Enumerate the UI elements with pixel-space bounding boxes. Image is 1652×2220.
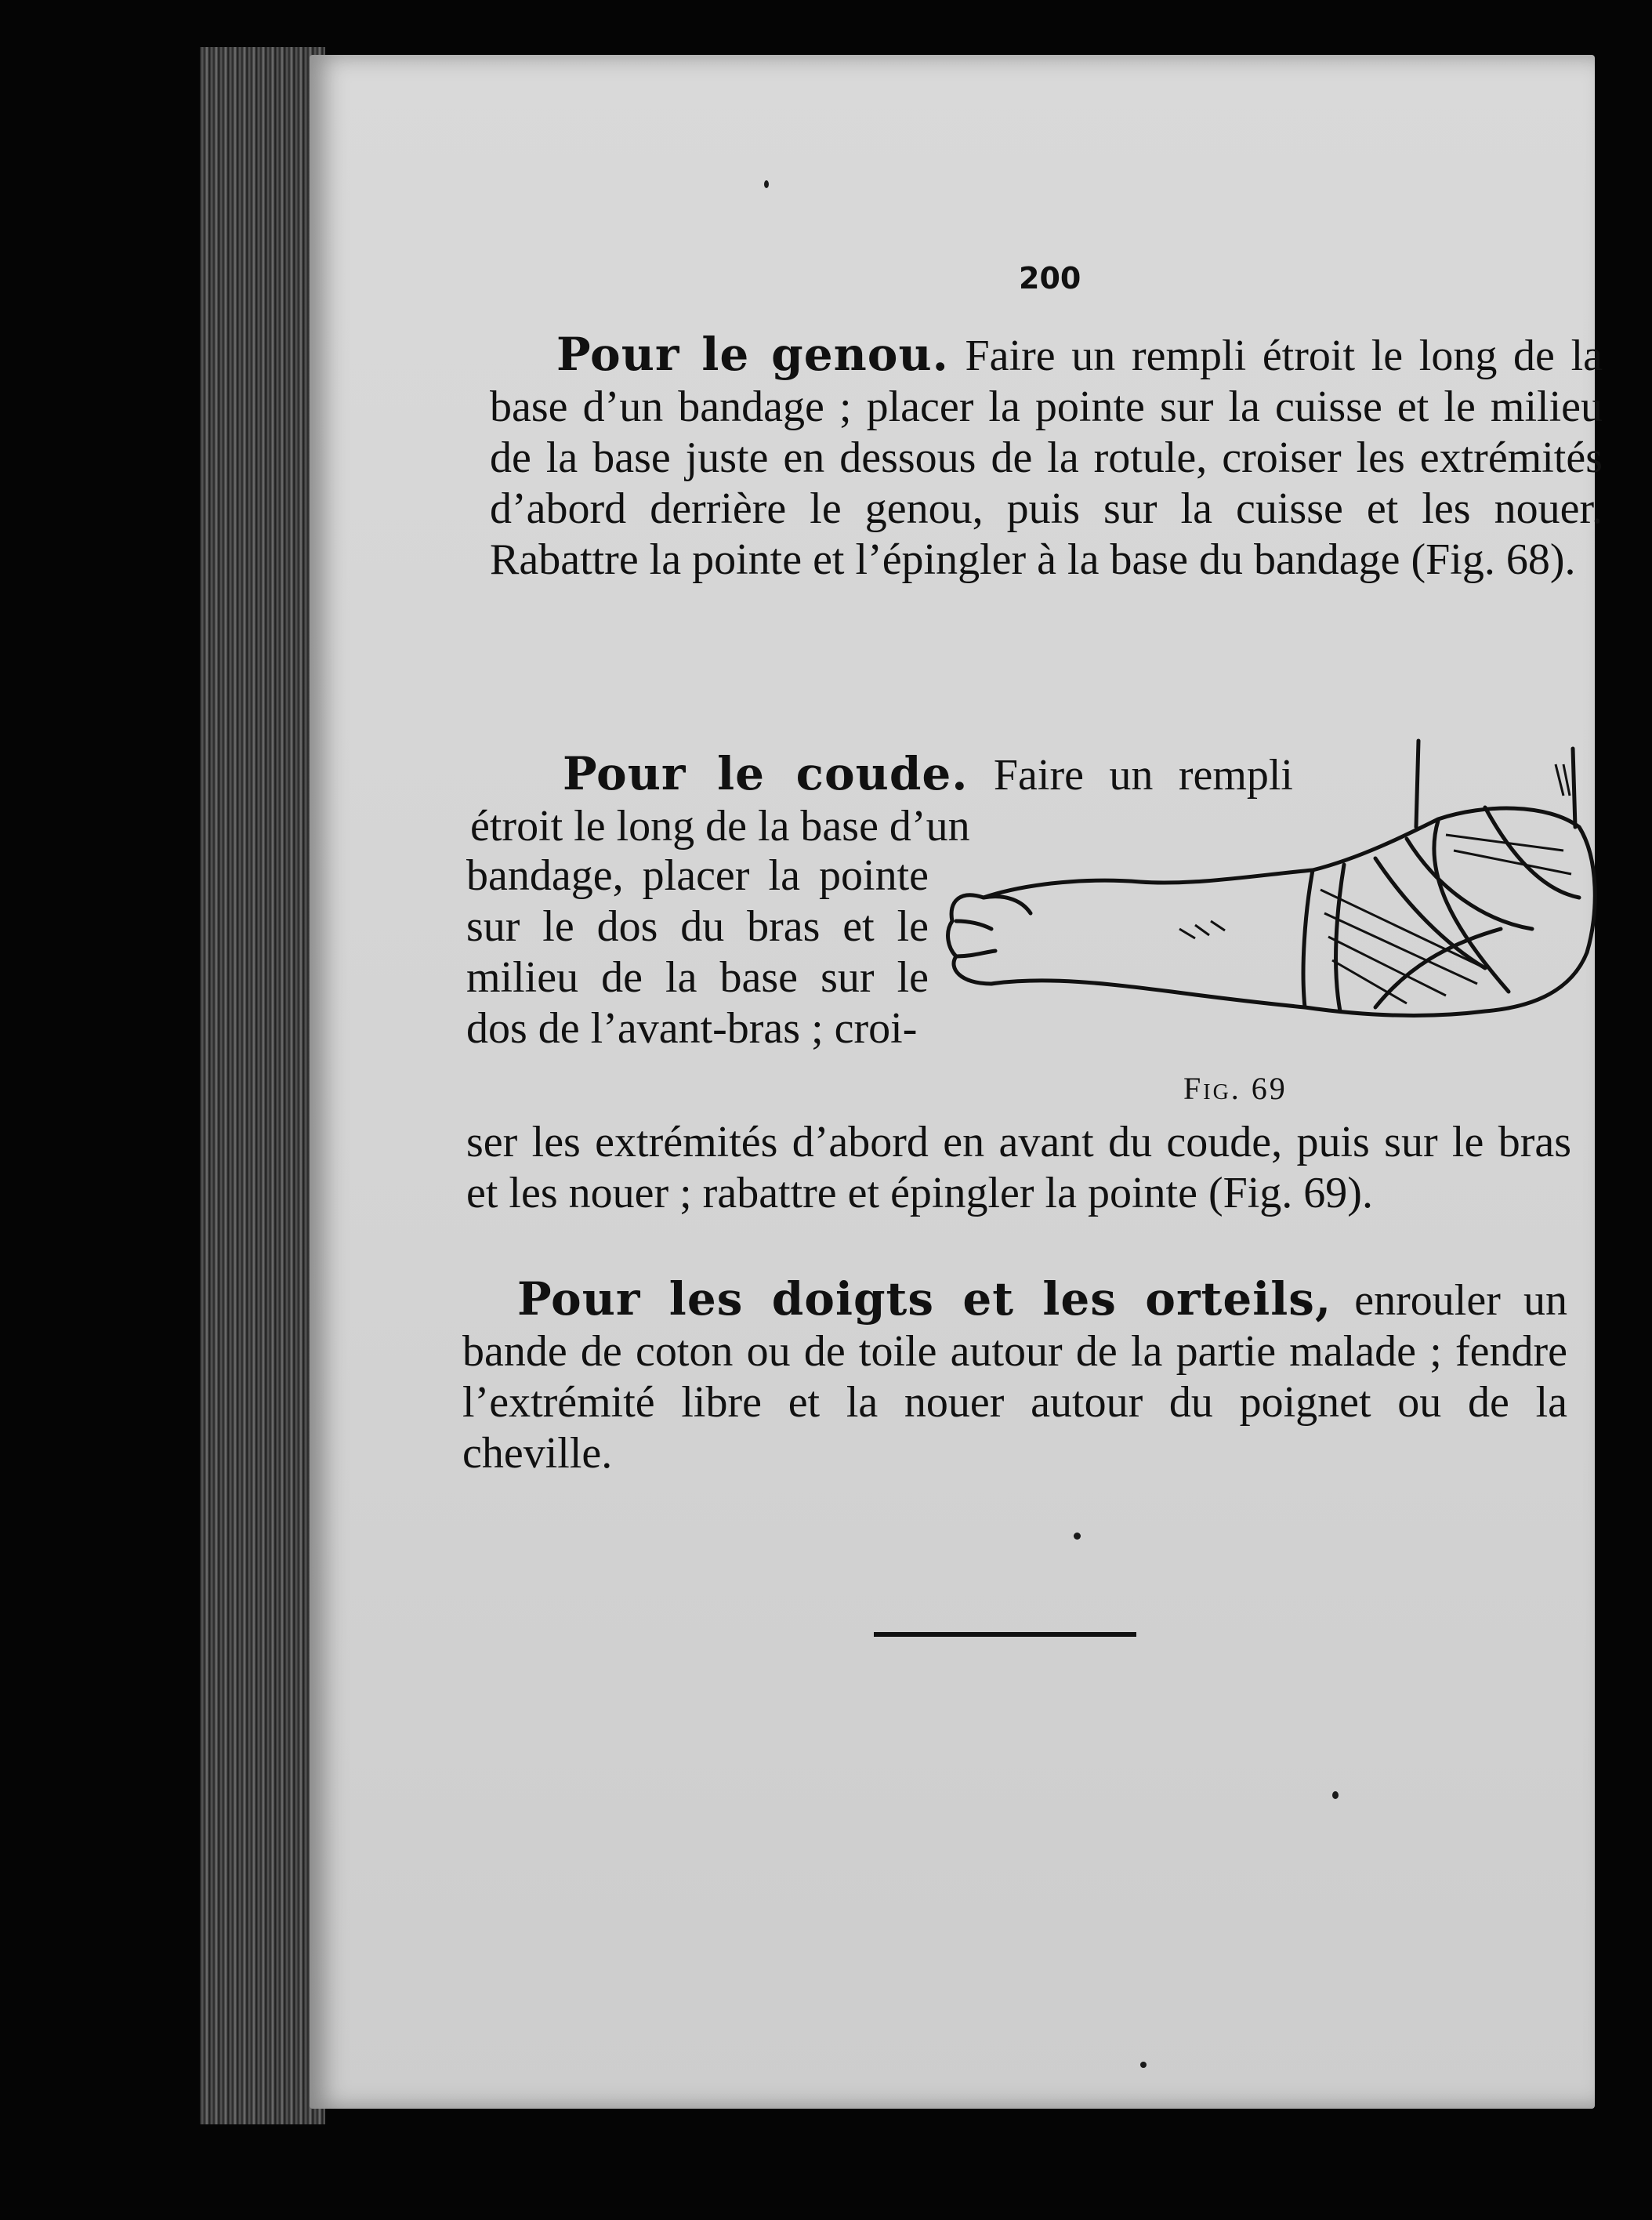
paragraph-coude-side: bandage, placer la pointe sur le dos du bras et le milieu de la base sur le dos de l’avant-bras ; croi-	[466, 851, 929, 1053]
text-doigts: enrouler un bande de coton ou de toile autour de la partie malade ; fendre l’extrémité libre et la nouer autour du poignet ou de la cheville.	[462, 1276, 1567, 1478]
heading-coude: Pour le coude.	[563, 747, 969, 800]
paper-speck	[1074, 1533, 1081, 1540]
page-number: 200	[1019, 261, 1081, 296]
book-page-edge	[200, 47, 325, 2124]
text-coude-top: Faire un rempli étroit le long de la base d’un	[470, 751, 1293, 851]
heading-doigts: Pour les doigts et les orteils,	[517, 1272, 1332, 1326]
section-divider	[874, 1632, 1136, 1637]
paper-speck	[1332, 1791, 1339, 1799]
paper-speck	[764, 180, 769, 188]
paper-speck	[1140, 2062, 1147, 2068]
paragraph-coude-bottom: ser les extrémités d’abord en avant du coude, puis sur le bras et les nouer ; rabattre et épingler la pointe (Fig. 69).	[466, 1118, 1571, 1217]
elbow-bandage-illustration	[936, 733, 1603, 1070]
text-genou: Faire un rempli étroit le long de la base d’un bandage ; placer la pointe sur la cuisse et le milieu de la base juste en dessous de la rotule, croiser les extrémités d’abord derrière le genou, puis sur la cuisse et les nouer. Rabattre la pointe et l’épingler à la base du bandage (Fig. 68).	[490, 332, 1603, 584]
heading-genou: Pour le genou.	[556, 328, 949, 381]
paragraph-genou	[490, 329, 1603, 586]
paragraph-doigts	[462, 1274, 1567, 1479]
figure-caption: Fig. 69	[1183, 1071, 1288, 1106]
